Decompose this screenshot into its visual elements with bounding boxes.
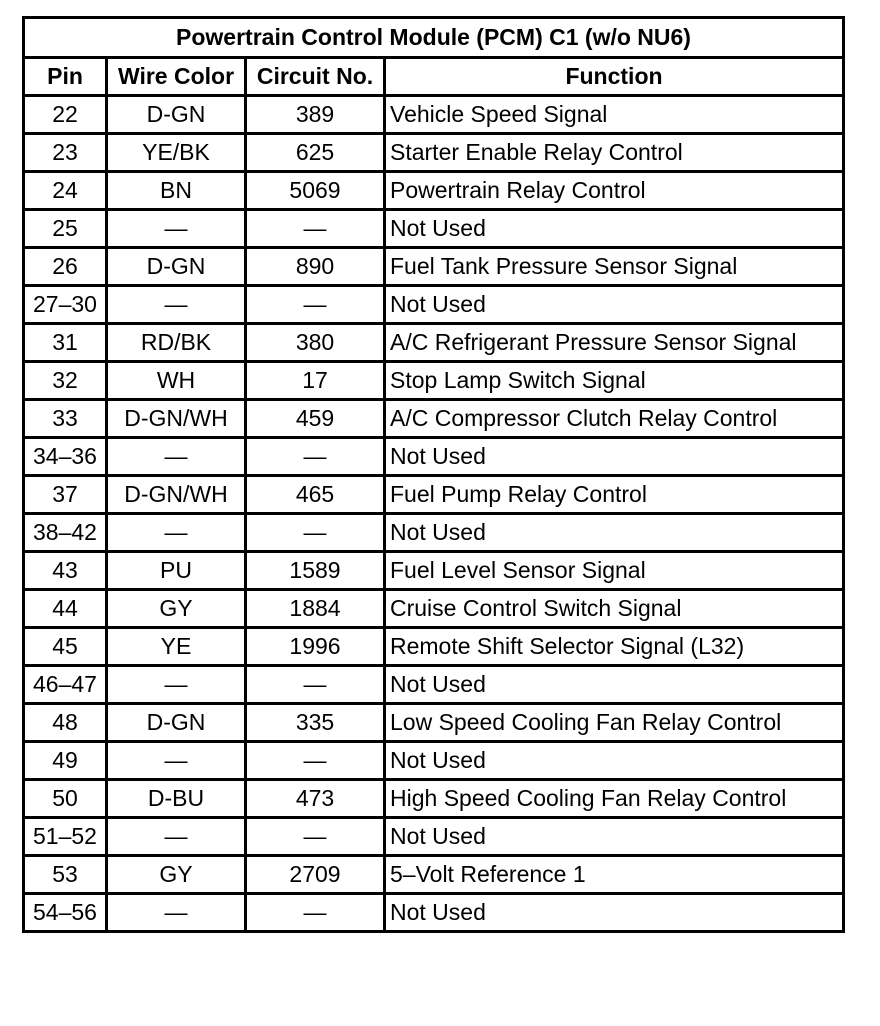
wire-color-cell: BN [107, 172, 246, 210]
pin-cell: 53 [24, 856, 107, 894]
table-row [24, 248, 844, 286]
function-cell: Not Used [385, 286, 844, 324]
table-row [24, 210, 844, 248]
wire-color-cell: D-GN [107, 96, 246, 134]
circuit-number-cell: — [246, 666, 385, 704]
circuit-number-cell: — [246, 818, 385, 856]
function-cell: Vehicle Speed Signal [385, 96, 844, 134]
circuit-number-cell: 5069 [246, 172, 385, 210]
circuit-number-cell: 473 [246, 780, 385, 818]
circuit-number-cell: 625 [246, 134, 385, 172]
circuit-number-cell: 890 [246, 248, 385, 286]
table-row [24, 666, 844, 704]
circuit-number-cell: 17 [246, 362, 385, 400]
table-row [24, 780, 844, 818]
circuit-number-cell: 459 [246, 400, 385, 438]
pin-cell: 46–47 [24, 666, 107, 704]
table-row [24, 704, 844, 742]
function-cell: Not Used [385, 666, 844, 704]
wire-color-cell: — [107, 894, 246, 932]
wire-color-cell: — [107, 818, 246, 856]
table-row [24, 438, 844, 476]
pin-cell: 31 [24, 324, 107, 362]
function-cell: Cruise Control Switch Signal [385, 590, 844, 628]
function-cell: Not Used [385, 742, 844, 780]
function-cell: Fuel Tank Pressure Sensor Signal [385, 248, 844, 286]
function-cell: Not Used [385, 210, 844, 248]
header-wire-color: Wire Color [107, 58, 246, 96]
pin-cell: 23 [24, 134, 107, 172]
wire-color-cell: D-GN/WH [107, 400, 246, 438]
function-cell: Not Used [385, 818, 844, 856]
pin-cell: 34–36 [24, 438, 107, 476]
table-title: Powertrain Control Module (PCM) C1 (w/o NU6) [24, 18, 844, 58]
table-row [24, 324, 844, 362]
function-cell: Not Used [385, 514, 844, 552]
function-cell: Powertrain Relay Control [385, 172, 844, 210]
table-row [24, 742, 844, 780]
table-row [24, 286, 844, 324]
circuit-number-cell: — [246, 210, 385, 248]
wire-color-cell: — [107, 438, 246, 476]
table-row [24, 552, 844, 590]
pin-cell: 48 [24, 704, 107, 742]
table-row [24, 134, 844, 172]
pin-cell: 54–56 [24, 894, 107, 932]
pin-cell: 22 [24, 96, 107, 134]
wire-color-cell: — [107, 210, 246, 248]
table-row [24, 514, 844, 552]
table-row [24, 856, 844, 894]
circuit-number-cell: 1996 [246, 628, 385, 666]
function-cell: A/C Compressor Clutch Relay Control [385, 400, 844, 438]
function-cell: Fuel Pump Relay Control [385, 476, 844, 514]
wire-color-cell: GY [107, 590, 246, 628]
wire-color-cell: GY [107, 856, 246, 894]
function-cell: Fuel Level Sensor Signal [385, 552, 844, 590]
pin-cell: 27–30 [24, 286, 107, 324]
pin-cell: 25 [24, 210, 107, 248]
pin-cell: 32 [24, 362, 107, 400]
pin-cell: 33 [24, 400, 107, 438]
wire-color-cell: PU [107, 552, 246, 590]
circuit-number-cell: 465 [246, 476, 385, 514]
circuit-number-cell: 335 [246, 704, 385, 742]
circuit-number-cell: — [246, 742, 385, 780]
pin-cell: 38–42 [24, 514, 107, 552]
table-title-row [24, 18, 844, 58]
circuit-number-cell: 2709 [246, 856, 385, 894]
wire-color-cell: — [107, 286, 246, 324]
wire-color-cell: RD/BK [107, 324, 246, 362]
wire-color-cell: YE/BK [107, 134, 246, 172]
table-row [24, 818, 844, 856]
wire-color-cell: D-GN/WH [107, 476, 246, 514]
circuit-number-cell: — [246, 514, 385, 552]
function-cell: High Speed Cooling Fan Relay Control [385, 780, 844, 818]
table-row [24, 894, 844, 932]
circuit-number-cell: 1884 [246, 590, 385, 628]
circuit-number-cell: 1589 [246, 552, 385, 590]
function-cell: Low Speed Cooling Fan Relay Control [385, 704, 844, 742]
table-row [24, 172, 844, 210]
function-cell: Stop Lamp Switch Signal [385, 362, 844, 400]
pin-cell: 50 [24, 780, 107, 818]
pin-cell: 26 [24, 248, 107, 286]
pin-cell: 43 [24, 552, 107, 590]
pin-cell: 51–52 [24, 818, 107, 856]
table-row [24, 628, 844, 666]
circuit-number-cell: — [246, 286, 385, 324]
pin-cell: 45 [24, 628, 107, 666]
pin-cell: 24 [24, 172, 107, 210]
pin-cell: 49 [24, 742, 107, 780]
table-body [24, 96, 844, 932]
function-cell: Not Used [385, 438, 844, 476]
table-row [24, 362, 844, 400]
table-row [24, 400, 844, 438]
pin-cell: 37 [24, 476, 107, 514]
wire-color-cell: WH [107, 362, 246, 400]
circuit-number-cell: 389 [246, 96, 385, 134]
header-circuit-no: Circuit No. [246, 58, 385, 96]
wire-color-cell: D-BU [107, 780, 246, 818]
table-row [24, 590, 844, 628]
wire-color-cell: — [107, 514, 246, 552]
function-cell: Not Used [385, 894, 844, 932]
table-row [24, 96, 844, 134]
table-header-row [24, 58, 844, 96]
header-function: Function [385, 58, 844, 96]
function-cell: 5–Volt Reference 1 [385, 856, 844, 894]
header-pin: Pin [24, 58, 107, 96]
function-cell: Starter Enable Relay Control [385, 134, 844, 172]
wire-color-cell: D-GN [107, 248, 246, 286]
pin-cell: 44 [24, 590, 107, 628]
wire-color-cell: YE [107, 628, 246, 666]
circuit-number-cell: 380 [246, 324, 385, 362]
table-row [24, 476, 844, 514]
pcm-connector-table [22, 16, 845, 933]
function-cell: Remote Shift Selector Signal (L32) [385, 628, 844, 666]
wire-color-cell: D-GN [107, 704, 246, 742]
wire-color-cell: — [107, 666, 246, 704]
wire-color-cell: — [107, 742, 246, 780]
circuit-number-cell: — [246, 438, 385, 476]
function-cell: A/C Refrigerant Pressure Sensor Signal [385, 324, 844, 362]
circuit-number-cell: — [246, 894, 385, 932]
